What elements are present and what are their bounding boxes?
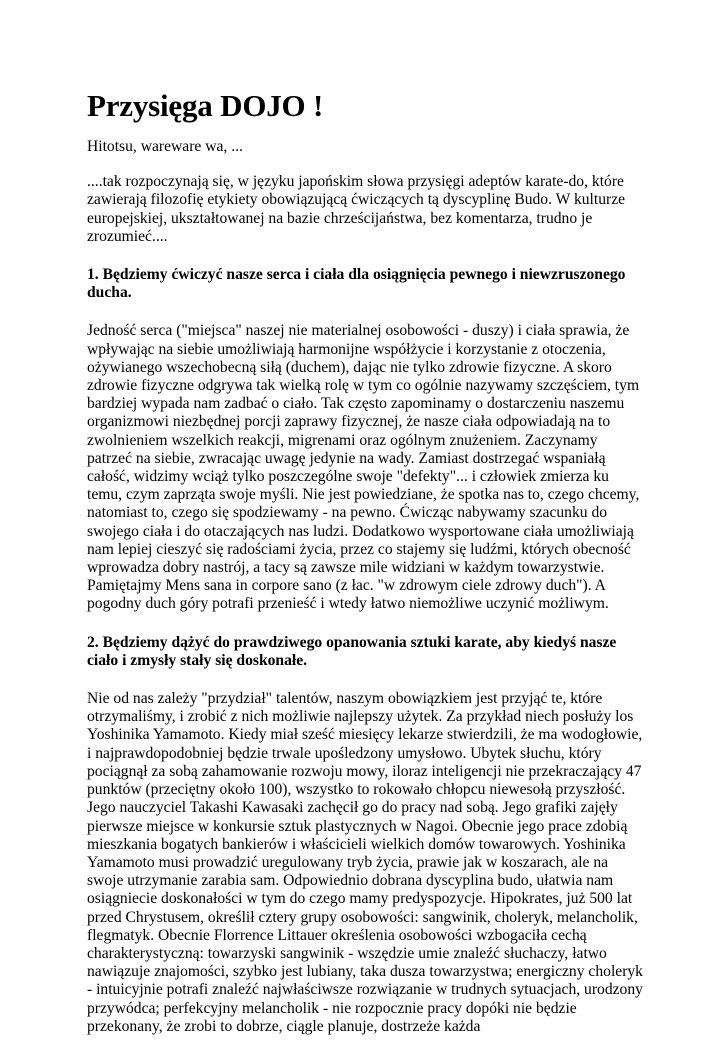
document-title: Przysięga DOJO ! — [87, 88, 324, 123]
document-page — [87, 88, 645, 1056]
intro-paragraph: ....tak rozpoczynają się, w języku japońskim słowa przysięgi adeptów karate-do, które zawierają filozofię etykiety obowiązującą ćwiczących tą dyscyplinę Budo. W kulturze europejskiej, ukształtowanej na bazie chrześcijaństwa, bez komentarza, trudno je zrozumieć.... — [87, 173, 626, 245]
intro-line: Hitotsu, wareware wa, ... — [87, 138, 243, 155]
section-1-body: Jedność serca ("miejsca" naszej nie materialnej osobowości - duszy) i ciała sprawia, że wpływając na siebie umożliwiają harmonijne współżycie i korzystanie z otoczenia, ożywianego wszechobecną siłą (duchem), dając nie tylko zdrowie fizyczne. A skoro zdrowie fizyczne odgrywa tak wielką rolę w tym co ogólnie nazywamy szczęściem, tym bardziej wypada nam zadbać o ciało. Tak często zapominamy o dostarczeniu naszemu organizmowi niezbędnej porcji zaprawy fizycznej, że nasze ciała odpowiadają na to zwolnieniem wszelkich reakcji, migrenami oraz ogólnym znużeniem. Zaczynamy patrzeć na siebie, zwracając uwagę jedynie na wady. Zamiast dostrzegać wspaniałą całość, widzimy wciąż tylko poszczególne swoje "defekty"... i człowiek zmierza ku temu, czym zaprząta swoje myśli. Nie jest powiedziane, że spotka nas to, czego chcemy, natomiast to, czego się spodziewamy - na pewno. Ćwicząc nabywamy szacunku do swojego ciała i do otaczających nas ludzi. Dodatkowo wysportowane ciała umożliwiają nam lepiej cieszyć się radościami życia, przez co stajemy się ludźmi, których obecność wprowadza dobry nastrój, a tacy są zawsze mile widziani w każdym towarzystwie. Pamiętajmy Mens sana in corpore sano (z łac. "w zdrowym ciele zdrowy duch"). A pogodny duch góry potrafi przenieść i wtedy łatwo niemożliwe uczynić możliwym. — [87, 322, 640, 613]
section-1-heading: 1. Będziemy ćwiczyć nasze serca i ciała dla osiągnięcia pewnego i niewzruszonego ducha. — [87, 266, 626, 302]
section-2-body: Nie od nas zależy "przydział" talentów, naszym obowiązkiem jest przyjąć te, które otrzymaliśmy, i zrobić z nich możliwie najlepszy użytek. Za przykład niech posłuży los Yoshinika Yamamoto. Kiedy miał sześć miesięcy lekarze stwierdzili, że ma wodogłowie, i najprawdopodobniej będzie trwale upośledzony umysłowo. Ubytek słuchu, który pociągnął za sobą zahamowanie rozwoju mowy, iloraz inteligencji nie przekraczający 47 punktów (przeciętny około 100), wszystko to rokowało chłopcu niewesołą przyszłość. Jego nauczyciel Takashi Kawasaki zachęcił go do pracy nad sobą. Jego grafiki zajęły pierwsze miejsce w konkursie sztuk plastycznych w Nagoi. Obecnie jego prace zdobią mieszkania bogatych bankierów i właścicieli wielkich domów towarowych. Yoshinika Yamamoto musi prowadzić uregulowany tryb życia, prawie jak w koszarach, ale na swoje utrzymanie zarabia sam. Odpowiednio dobrana dyscyplina budo, ułatwia nam osiągniecie doskonałości w tym do czego mamy predyspozycje. Hipokrates, już 500 lat przed Chrystusem, określił cztery grupy osobowości: sangwinik, choleryk, melancholik, flegmatyk. Obecnie Florrence Littauer określenia osobowości wzbogaciła cechą charakterystyczną: towarzyski sangwinik - wszędzie umie znaleźć słuchaczy, łatwo nawiązuje znajomości, szybko jest lubiany, taka dusza towarzystwa; energiczny choleryk - intuicyjnie potrafi znaleźć najwłaściwsze rozwiązanie w trudnych sytuacjach, urodzony przywódca; perfekcyjny melancholik - nie rozpocznie pracy dopóki nie będzie przekonany, że zrobi to dobrze, ciągle planuje, dostrzeże każda — [87, 690, 643, 1035]
section-2-heading: 2. Będziemy dążyć do prawdziwego opanowania sztuki karate, aby kiedyś nasze ciało i zmysły stały się doskonałe. — [87, 633, 617, 669]
